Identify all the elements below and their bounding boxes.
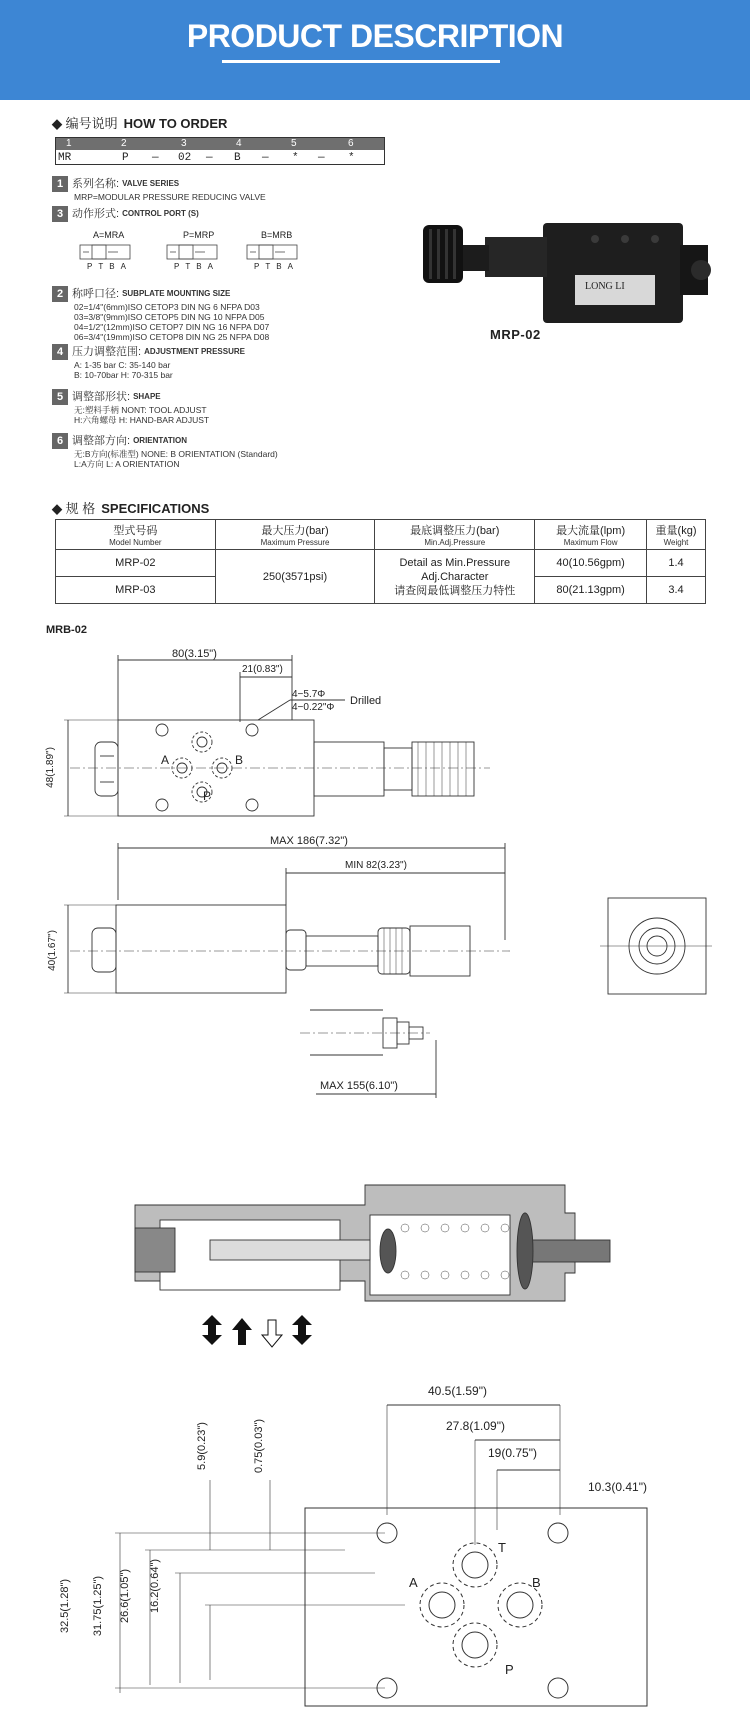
subplate-port-a: A [409, 1575, 418, 1590]
port-letters-a: PTBA [87, 262, 132, 271]
dim-drilled: Drilled [350, 695, 382, 707]
dim-31-75: 31.75(1.25") [92, 1575, 105, 1637]
port-b: B [235, 753, 244, 767]
cell-weight: 1.4 [647, 550, 706, 577]
dim-40-5: 40.5(1.59") [428, 1384, 487, 1398]
how-to-order-en: HOW TO ORDER [123, 116, 228, 131]
dim-27-8: 27.8(1.09") [446, 1419, 505, 1433]
item-line: 03=3/8"(9mm)ISO CETOP5 DIN NG 10 NFPA D05 [74, 312, 265, 322]
code-num: 3 [181, 138, 187, 149]
item-line: L:A方向 L: A ORIENTATION [74, 459, 180, 469]
cell-weight: 3.4 [647, 577, 706, 604]
control-label-b: B=MRB [261, 230, 293, 240]
code-seg: — [262, 152, 269, 164]
item-line: 04=1/2"(12mm)ISO CETOP7 DIN NG 16 NFPA D07 [74, 322, 270, 332]
order-item-series [52, 176, 266, 202]
spec-header-row [56, 520, 706, 550]
code-seg: * [292, 152, 299, 164]
subplate-port-b: B [532, 1575, 541, 1590]
dim-26-6: 26.6(1.05") [119, 1568, 132, 1624]
cell-flow: 80(21.13gpm) [535, 577, 647, 604]
code-num: 6 [348, 138, 354, 149]
cell-model: MRP-02 [56, 550, 216, 577]
item-badge: 5 [52, 389, 68, 405]
cell-flow: 40(10.56gpm) [535, 550, 647, 577]
item-title-zh: 压力调整范围: [72, 346, 142, 358]
subplate-port-p: P [505, 1662, 514, 1677]
port-letters-b: PTBA [254, 262, 299, 271]
item-title-zh: 调整部方向: [72, 435, 131, 447]
item-title-zh: 称呼口径: [72, 288, 120, 300]
dim-19: 19(0.75") [488, 1446, 537, 1460]
cell-max-pressure: 250(3571psi) [215, 550, 375, 604]
dim-48: 48(1.89") [44, 747, 56, 788]
code-seg: — [318, 152, 325, 164]
item-title-zh: 动作形式: [72, 208, 120, 220]
item-line: H:六角螺母 H: HAND-BAR ADJUST [74, 415, 210, 425]
control-label-p: P=MRP [183, 230, 215, 240]
item-badge: 2 [52, 286, 68, 302]
code-num: 1 [66, 138, 72, 149]
dim-80: 80(3.15") [172, 648, 217, 660]
dim-0-75: 0.75(0.03") [253, 1418, 266, 1474]
item-title-zh: 系列名称: [72, 178, 120, 190]
specifications-heading [52, 498, 209, 517]
code-num: 2 [121, 138, 127, 149]
item-line: B: 10-70bar H: 70-315 bar [74, 370, 173, 380]
dim-21: 21(0.83") [242, 664, 283, 675]
item-line: 02=1/4"(6mm)ISO CETOP3 DIN NG 6 NFPA D03 [74, 302, 260, 312]
spec-heading-en: SPECIFICATIONS [101, 501, 210, 516]
item-title-en: SHAPE [133, 392, 161, 401]
dim-32-5: 32.5(1.28") [59, 1578, 72, 1634]
diamond-icon: ◆ [52, 501, 66, 516]
code-seg: * [348, 152, 355, 164]
brand-label: LONG LI [585, 281, 625, 292]
code-num: 4 [236, 138, 242, 149]
table-row [56, 550, 706, 577]
code-seg: — [206, 152, 213, 164]
how-to-order-heading [52, 113, 227, 132]
dim-max155: MAX 155(6.10") [320, 1080, 398, 1092]
item-line: 06=3/4"(19mm)ISO CETOP8 DIN NG 25 NFPA D08 [74, 332, 270, 342]
item-line: MRP=MODULAR PRESSURE REDUCING VALVE [74, 192, 266, 202]
port-a: A [161, 753, 170, 767]
dim-hole-inch: 4−0.22"Φ [292, 702, 335, 713]
item-badge: 3 [52, 206, 68, 222]
item-line: A: 1-35 bar C: 35-140 bar [74, 360, 171, 370]
dim-10-3: 10.3(0.41") [588, 1480, 647, 1494]
code-seg: B [234, 152, 241, 164]
code-num: 5 [291, 138, 297, 149]
order-item-shape [52, 389, 209, 425]
order-item-subplate-size [52, 286, 269, 342]
item-line: 无:B方向(标准型) NONE: B ORIENTATION (Standard) [74, 449, 278, 459]
item-title-en: ADJUSTMENT PRESSURE [144, 347, 245, 356]
dim-min82: MIN 82(3.23") [345, 860, 407, 871]
item-title-en: VALVE SERIES [122, 179, 180, 188]
subplate-port-t: T [498, 1540, 506, 1555]
control-label-a: A=MRA [93, 230, 125, 240]
dim-5-9: 5.9(0.23") [195, 1422, 208, 1470]
spec-header-pressure: 最大压力(bar) Maximum Pressure [215, 520, 375, 550]
cell-model: MRP-03 [56, 577, 216, 604]
item-title-en: ORIENTATION [133, 436, 187, 445]
code-seg: MR [58, 152, 72, 164]
dim-max186: MAX 186(7.32") [270, 835, 348, 847]
order-item-adjust-pressure [52, 344, 245, 380]
item-title-en: SUBPLATE MOUNTING SIZE [122, 289, 231, 298]
code-seg: — [152, 152, 159, 164]
cell-min-adj: Detail as Min.Pressure Adj.Character 请查阅最低调整压力特性 [375, 550, 535, 604]
header-banner [0, 0, 750, 100]
dim-40: 40(1.67") [46, 930, 58, 971]
specifications-table [55, 519, 706, 604]
product-photo [415, 205, 735, 335]
title-underline [222, 60, 500, 63]
spec-header-flow: 最大流量(lpm) Maximum Flow [535, 520, 647, 550]
spec-header-model: 型式号码 Model Number [56, 520, 216, 550]
port-p: P [203, 789, 212, 803]
diamond-icon: ◆ [52, 116, 66, 131]
page-title: PRODUCT DESCRIPTION [186, 18, 564, 54]
code-seg: P [122, 152, 129, 164]
order-item-orientation [52, 433, 278, 469]
item-title-zh: 调整部形状: [72, 391, 131, 403]
order-code-bar [55, 137, 385, 165]
code-seg: 02 [178, 152, 192, 164]
order-code-numbers [56, 138, 384, 150]
dim-16-2: 16.2(0.64") [149, 1558, 162, 1614]
item-title-en: CONTROL PORT (S) [122, 209, 199, 218]
item-badge: 6 [52, 433, 68, 449]
drawing-title: MRB-02 [46, 624, 87, 636]
item-badge: 1 [52, 176, 68, 192]
spec-header-minadj: 最底调整压力(bar) Min.Adj.Pressure [375, 520, 535, 550]
spec-heading-zh: 规 格 [65, 501, 96, 516]
dim-hole-metric: 4−5.7Φ [292, 689, 326, 700]
port-letters-p: PTBA [174, 262, 219, 271]
spec-header-weight: 重量(kg) Weight [647, 520, 706, 550]
item-line: 无:塑料手柄 NONT: TOOL ADJUST [74, 405, 207, 415]
item-badge: 4 [52, 344, 68, 360]
photo-caption: MRP-02 [490, 327, 541, 342]
order-item-control-port [52, 206, 199, 222]
how-to-order-zh: 编号说明 [65, 116, 118, 131]
